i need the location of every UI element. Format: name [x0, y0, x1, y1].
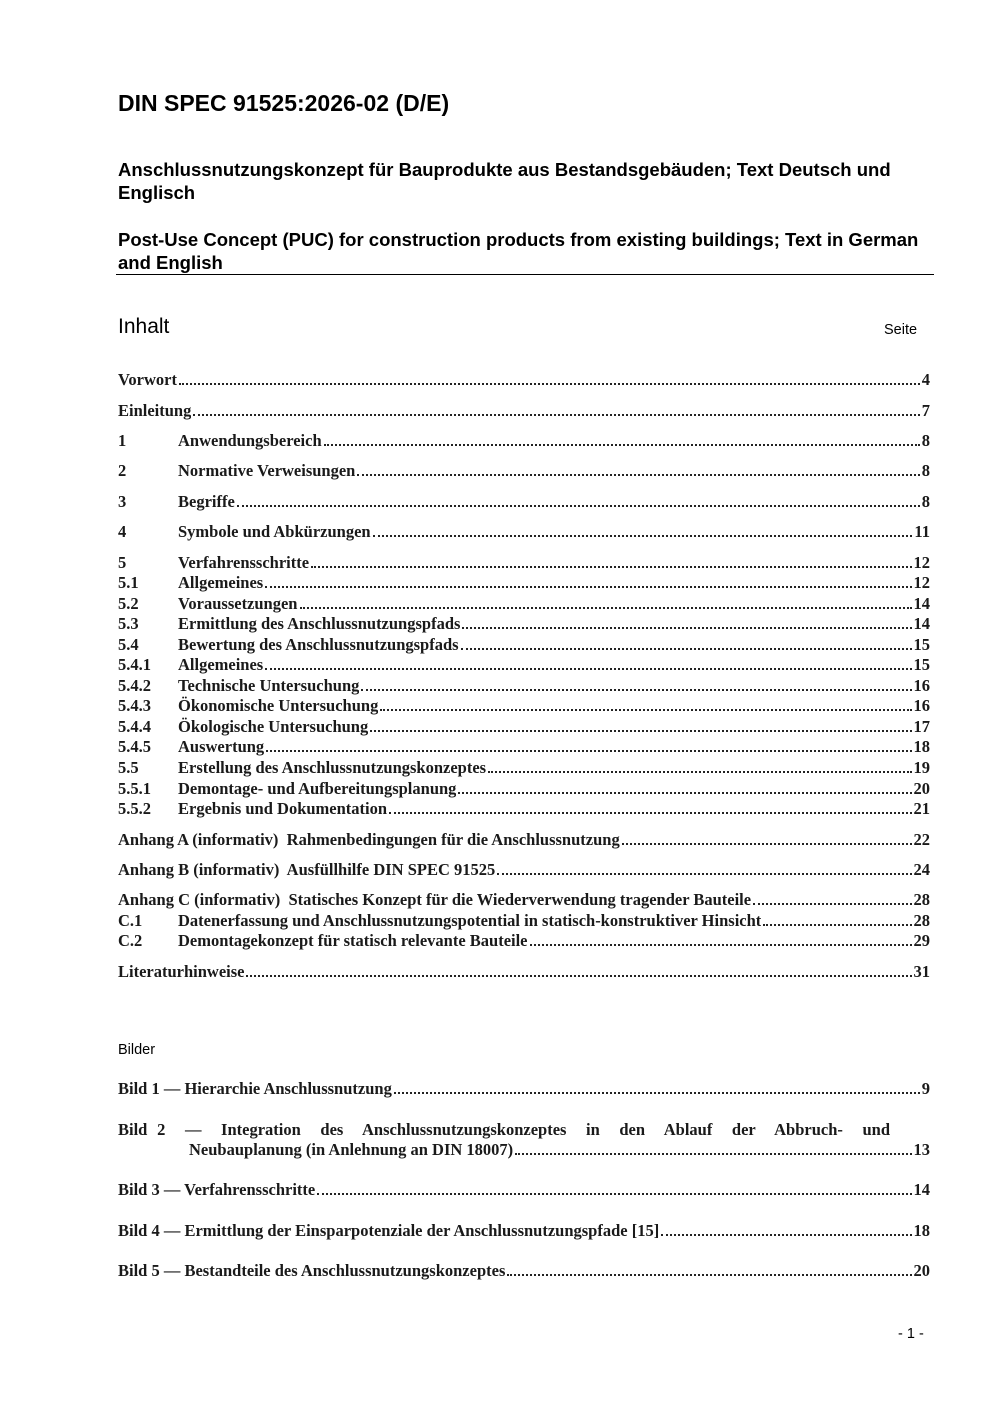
toc-entry-number: 1 [118, 431, 127, 450]
toc-entry-number: 2 [118, 461, 127, 480]
toc-entry[interactable] [118, 370, 930, 390]
toc-entry-page: 11 [914, 522, 930, 541]
toc-entry[interactable] [118, 931, 930, 951]
toc-entry-number: 5.4.2 [118, 676, 151, 695]
toc-entry[interactable] [118, 717, 930, 737]
toc-entry-page: 20 [913, 779, 930, 798]
toc-entry-page: 4 [921, 370, 930, 389]
toc-leader [324, 444, 920, 446]
toc-entry-page: 7 [921, 401, 930, 420]
toc-entry[interactable] [118, 830, 930, 850]
toc-entry-page: 17 [913, 717, 930, 736]
toc-leader [497, 873, 911, 875]
toc-entry[interactable] [118, 492, 930, 512]
toc-entry-page: 14 [913, 594, 930, 613]
toc-leader [394, 1092, 920, 1094]
toc-entry-number: C.1 [118, 911, 143, 930]
toc-entry-page: 15 [913, 655, 930, 674]
toc-entry-page: 12 [913, 553, 930, 572]
figure-entry-page: 14 [913, 1180, 930, 1199]
toc-leader [661, 1234, 911, 1236]
toc-leader [373, 535, 913, 537]
toc-entry-label: Voraussetzungen [178, 594, 298, 613]
figure-entry-label: Bild 1 — Hierarchie Anschlussnutzung [118, 1079, 392, 1098]
figure-entry-page: 20 [913, 1261, 930, 1280]
toc-entry-label: Datenerfassung und Anschlussnutzungspotential in statisch-konstruktiver Hinsicht [178, 911, 762, 930]
toc-entry-number: 5.5 [118, 758, 139, 777]
toc-entry[interactable] [118, 860, 930, 880]
toc-entry-page: 28 [913, 911, 930, 930]
toc-entry-label: Verfahrensschritte [178, 553, 310, 572]
toc-entry-page: 18 [913, 737, 930, 756]
toc-entry-number: 5.4 [118, 635, 139, 654]
toc-entry-number: 4 [118, 522, 127, 541]
toc-entry-label: Ergebnis und Dokumentation [178, 799, 388, 818]
toc-leader [507, 1274, 911, 1276]
figure-entry-page: 9 [921, 1079, 930, 1098]
toc-entry-page: 28 [913, 890, 930, 909]
toc-entry-page: 16 [913, 676, 930, 695]
figure-entry[interactable] [118, 1119, 890, 1140]
toc-entry-label: Vorwort [118, 370, 177, 389]
toc-entry[interactable] [118, 635, 930, 655]
toc-entry[interactable] [118, 461, 930, 481]
toc-leader [361, 689, 911, 691]
toc-entry-number: 5.4.5 [118, 737, 151, 756]
toc-entry-number: C.2 [118, 931, 143, 950]
toc-leader [458, 792, 911, 794]
toc-entry-page: 8 [921, 431, 930, 450]
toc-leader [461, 648, 912, 650]
toc-page-column-label: Seite [884, 322, 918, 338]
toc-entry[interactable] [118, 431, 930, 451]
toc-entry-label: Anhang A (informativ) Rahmenbedingungen für die Anschlussnutzung [118, 830, 620, 849]
toc-leader [370, 730, 911, 732]
toc-leader [763, 924, 911, 926]
figures-heading: Bilder [118, 1042, 156, 1058]
toc-entry-page: 21 [913, 799, 930, 818]
toc-leader [530, 944, 912, 946]
toc-entry-number: 5 [118, 553, 127, 572]
toc-entry-label: Begriffe [178, 492, 235, 511]
toc-entry[interactable] [118, 676, 930, 696]
toc-entry[interactable] [118, 594, 930, 614]
toc-entry-label: Erstellung des Anschlussnutzungskonzeptes [178, 758, 487, 777]
figure-entry-page: 13 [913, 1140, 930, 1159]
toc-entry[interactable] [118, 962, 930, 982]
page-number: - 1 - [898, 1326, 924, 1342]
toc-leader [380, 709, 911, 711]
toc-entry-label: Allgemeines [178, 573, 264, 592]
toc-entry-page: 14 [913, 614, 930, 633]
toc-entry[interactable] [118, 737, 930, 757]
toc-entry-page: 22 [913, 830, 930, 849]
toc-entry-label: Anhang B (informativ) Ausfüllhilfe DIN SPEC 91525 [118, 860, 496, 879]
title-divider [116, 274, 934, 275]
toc-entry-page: 31 [913, 962, 930, 981]
toc-leader [246, 975, 911, 977]
toc-leader [389, 812, 911, 814]
figure-entry-label-line1: Bild 2 — Integration des Anschlussnutzungskonzeptes in den Ablauf der Abbruch- und [118, 1120, 890, 1139]
toc-leader [311, 566, 911, 568]
toc-entry[interactable] [118, 401, 930, 421]
toc-entry-page: 8 [921, 492, 930, 511]
figure-entry-label: Bild 4 — Ermittlung der Einsparpotenziale der Anschlussnutzungspfade [15] [118, 1221, 660, 1240]
toc-leader [357, 474, 919, 476]
toc-entry-page: 8 [921, 461, 930, 480]
figure-entry-continuation[interactable] [118, 1140, 930, 1161]
toc-leader [179, 383, 920, 385]
figure-entry-label-line2: Neubauplanung (in Anlehnung an DIN 18007) [189, 1140, 514, 1159]
toc-entry[interactable] [118, 911, 930, 931]
toc-entry[interactable] [118, 614, 930, 634]
toc-leader [622, 843, 912, 845]
subtitle-german: Anschlussnutzungskonzept für Bauprodukte aus Bestandsgebäuden; Text Deutsch und Englisch [118, 159, 891, 203]
toc-entry-label: Einleitung [118, 401, 192, 420]
toc-entry[interactable] [118, 655, 930, 675]
toc-leader [265, 586, 911, 588]
toc-entry[interactable] [118, 573, 930, 593]
toc-entry-label: Ökonomische Untersuchung [178, 696, 379, 715]
toc-entry-label: Normative Verweisungen [178, 461, 356, 480]
toc-entry-page: 12 [913, 573, 930, 592]
toc-entry-label: Symbole und Abkürzungen [178, 522, 371, 541]
toc-entry-page: 24 [913, 860, 930, 879]
toc-leader [515, 1153, 911, 1155]
figure-entry-page: 18 [913, 1221, 930, 1240]
toc-entry-number: 5.4.4 [118, 717, 151, 736]
toc-entry-label: Anhang C (informativ) Statisches Konzept für die Wiederverwendung tragender Bauteile [118, 890, 752, 909]
toc-heading: Inhalt [118, 315, 170, 338]
figure-entry-label: Bild 3 — Verfahrensschritte [118, 1180, 316, 1199]
toc-leader [300, 607, 912, 609]
toc-entry-label: Demontage- und Aufbereitungsplanung [178, 779, 457, 798]
toc-entry[interactable] [118, 696, 930, 716]
toc-entry-label: Ermittlung des Anschlussnutzungspfads [178, 614, 461, 633]
toc-entry-label: Bewertung des Anschlussnutzungspfads [178, 635, 459, 654]
toc-entry-page: 16 [913, 696, 930, 715]
toc-entry-number: 5.2 [118, 594, 139, 613]
subtitle-english: Post-Use Concept (PUC) for construction products from existing buildings; Text in German and English [118, 229, 919, 273]
toc-leader [237, 505, 920, 507]
toc-entry-label: Ökologische Untersuchung [178, 717, 369, 736]
toc-entry-number: 5.3 [118, 614, 139, 633]
toc-leader [753, 903, 911, 905]
toc-entry-number: 5.5.2 [118, 799, 151, 818]
toc-entry-page: 19 [913, 758, 930, 777]
toc-entry-number: 3 [118, 492, 127, 511]
figure-entry[interactable] [118, 1180, 930, 1200]
toc-entry[interactable] [118, 758, 930, 778]
toc-leader [488, 771, 911, 773]
document-title: DIN SPEC 91525:2026-02 (D/E) [118, 90, 450, 116]
toc-entry-number: 5.5.1 [118, 779, 151, 798]
toc-entry-number: 5.1 [118, 573, 139, 592]
toc-leader [462, 627, 911, 629]
toc-entry-page: 15 [913, 635, 930, 654]
toc-entry-number: 5.4.3 [118, 696, 151, 715]
toc-entry-label: Allgemeines [178, 655, 264, 674]
toc-entry[interactable] [118, 779, 930, 799]
toc-entry-page: 29 [913, 931, 930, 950]
toc-entry-label: Anwendungsbereich [178, 431, 322, 450]
toc-entry-label: Auswertung [178, 737, 265, 756]
figure-entry-label: Bild 5 — Bestandteile des Anschlussnutzungskonzeptes [118, 1261, 506, 1280]
toc-entry[interactable] [118, 553, 930, 573]
toc-entry[interactable] [118, 522, 930, 542]
toc-entry[interactable] [118, 890, 930, 910]
toc-leader [193, 414, 919, 416]
toc-entry-label: Demontagekonzept für statisch relevante Bauteile [178, 931, 528, 950]
figure-entry[interactable] [118, 1079, 930, 1099]
figure-entry[interactable] [118, 1221, 930, 1241]
toc-leader [265, 668, 911, 670]
toc-leader [266, 750, 911, 752]
figure-entry[interactable] [118, 1261, 930, 1281]
toc-entry-label: Literaturhinweise [118, 962, 245, 981]
toc-entry[interactable] [118, 799, 930, 819]
toc-leader [317, 1193, 911, 1195]
toc-entry-label: Technische Untersuchung [178, 676, 360, 695]
toc-entry-number: 5.4.1 [118, 655, 151, 674]
